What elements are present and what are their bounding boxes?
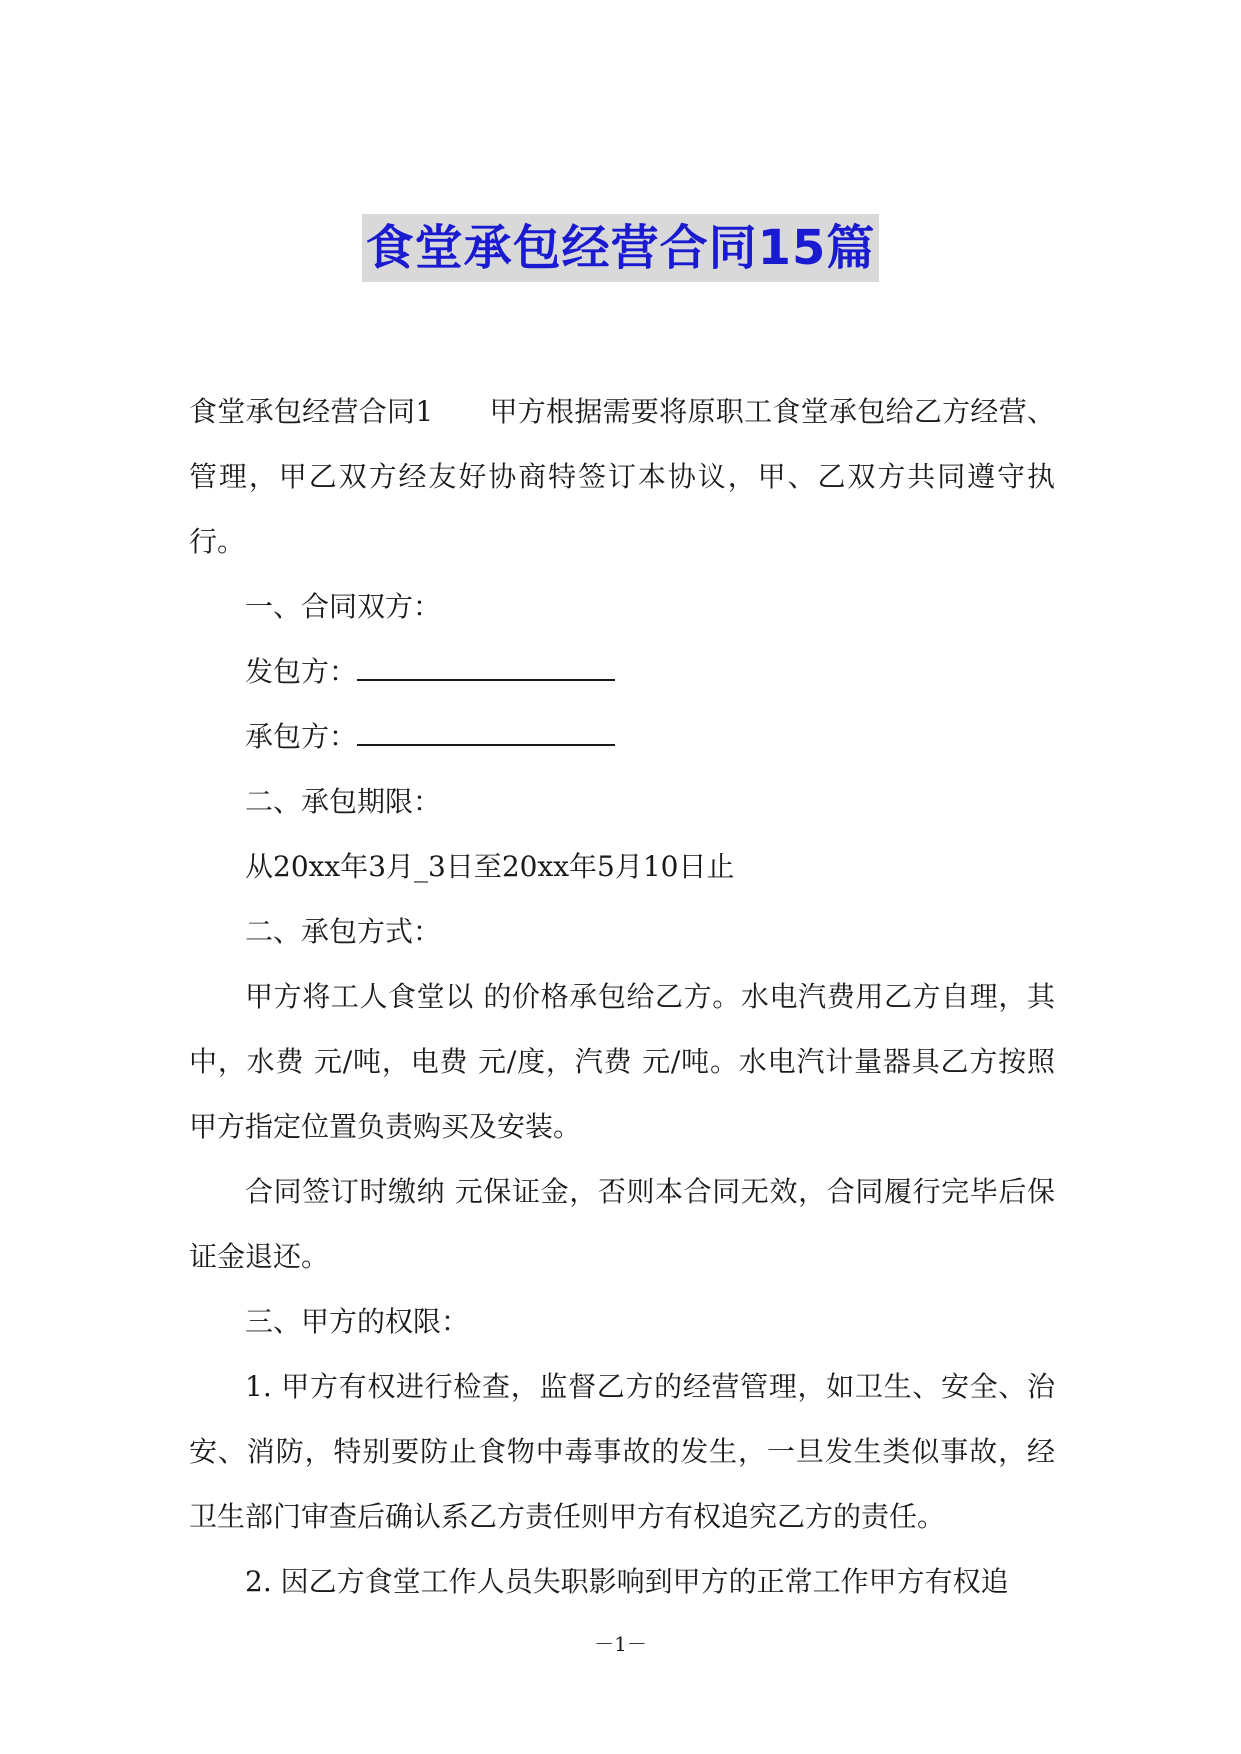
paragraph-rights-heading: 三、甲方的权限： <box>245 1305 470 1338</box>
paragraph-parties-heading: 一、合同双方： <box>245 590 442 623</box>
document-body <box>189 379 1055 1614</box>
issuer-blank-line <box>357 653 615 681</box>
paragraph-right-1: 1. 甲方有权进行检查，监督乙方的经营管理，如卫生、安全、治安、消防，特别要防止食物中毒事故的发生，一旦发生类似事故，经卫生部门审查后确认系乙方责任则甲方有权追究乙方的责任。 <box>189 1370 1055 1533</box>
paragraph-contractor <box>189 704 1055 769</box>
title-container <box>0 214 1241 282</box>
paragraph-intro <box>189 379 1055 574</box>
paragraph-text: 甲方根据需要将原职工食堂承包给乙方经营、管理，甲乙双方经友好协商特签订本协议，甲、乙双方共同遵守执行。 <box>189 395 1055 558</box>
page-number: －1－ <box>594 1632 647 1656</box>
paragraph-deposit: 合同签订时缴纳 元保证金，否则本合同无效，合同履行完毕后保证金退还。 <box>189 1175 1055 1273</box>
paragraph-term: 从20xx年3月_3日至20xx年5月10日止 <box>245 850 735 883</box>
paragraph-right-2: 2. 因乙方食堂工作人员失职影响到甲方的正常工作甲方有权追 <box>245 1565 1009 1598</box>
document-title: 食堂承包经营合同15篇 <box>362 214 880 282</box>
contractor-label: 承包方： <box>245 720 358 753</box>
section-heading: 食堂承包经营合同1 <box>189 395 434 428</box>
paragraph-method: 甲方将工人食堂以 的价格承包给乙方。水电汽费用乙方自理，其中，水费 元/吨，电费 元/度，汽费 元/吨。水电汽计量器具乙方按照甲方指定位置负责购买及安装。 <box>189 980 1055 1143</box>
paragraph-term-heading: 二、承包期限： <box>245 785 442 818</box>
contractor-blank-line <box>357 718 615 746</box>
issuer-label: 发包方： <box>245 655 358 688</box>
paragraph-method-heading: 二、承包方式： <box>245 915 442 948</box>
paragraph-issuer <box>189 639 1055 704</box>
